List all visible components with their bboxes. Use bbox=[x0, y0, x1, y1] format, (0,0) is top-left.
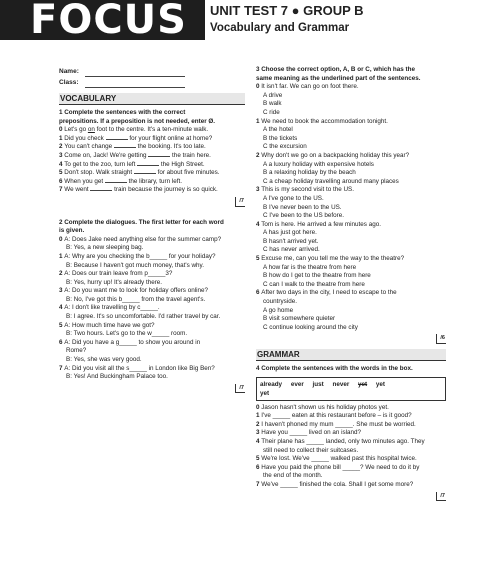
item-number: 0 bbox=[59, 126, 65, 134]
exercise-3-line bbox=[256, 246, 446, 255]
item-number: 1 bbox=[59, 252, 65, 260]
item-number: 6 bbox=[256, 463, 262, 471]
item-text: Let's go bbox=[64, 126, 88, 134]
item-text: the library, turn left. bbox=[126, 177, 183, 185]
name-field[interactable] bbox=[59, 66, 245, 77]
exercise-4-line bbox=[256, 481, 446, 490]
exercise-3-line bbox=[256, 255, 446, 264]
item-text: C continue looking around the city bbox=[263, 323, 358, 331]
exercise-2-title bbox=[59, 219, 245, 236]
exercise-2-line bbox=[59, 279, 245, 288]
exercise-1-title-line: prepositions. If a preposition is not needed, enter Ø. bbox=[59, 117, 216, 125]
header-bar bbox=[0, 0, 205, 43]
exercise-2-line bbox=[59, 365, 245, 374]
answer-gap[interactable] bbox=[137, 161, 159, 166]
item-text: After two days in the city, I need to escape to the bbox=[261, 289, 397, 297]
exercise-4-items bbox=[256, 404, 446, 490]
exercise-3-line bbox=[256, 178, 446, 187]
answer-gap[interactable] bbox=[134, 169, 156, 174]
exercise-3-line bbox=[256, 307, 446, 316]
exercise-3-line bbox=[256, 238, 446, 247]
exercise-3-line bbox=[256, 143, 446, 152]
unit-title: UNIT TEST 7 ● GROUP B bbox=[210, 3, 364, 18]
exercise-3-line bbox=[256, 135, 446, 144]
exercise-4-line bbox=[256, 455, 446, 464]
exercise-3-line bbox=[256, 186, 446, 195]
exercise-1-score bbox=[59, 197, 245, 207]
item-number: 4 bbox=[59, 160, 65, 168]
item-text: for about five minutes. bbox=[155, 169, 220, 177]
exercise-2-title-line: 2 Complete the dialogues. The first letter for each word bbox=[59, 218, 224, 226]
item-number: 1 bbox=[256, 117, 262, 125]
exercise-1-title-line: 1 Complete the sentences with the correct bbox=[59, 109, 186, 116]
exercise-3-title bbox=[256, 66, 446, 83]
exercise-3-line bbox=[256, 272, 446, 281]
exercise-3-line bbox=[256, 169, 446, 178]
item-number: 4 bbox=[256, 220, 262, 228]
item-text: To get to the zoo, turn left bbox=[64, 160, 138, 168]
item-number: 2 bbox=[59, 270, 65, 278]
exercise-3-items bbox=[256, 83, 446, 332]
item-text: I haven't phoned my mum _____. She must be worried. bbox=[261, 420, 416, 428]
word-box-item: yet bbox=[260, 389, 270, 397]
exercise-1-item bbox=[59, 126, 245, 135]
exercise-1-item bbox=[59, 143, 245, 152]
exercise-3-line bbox=[256, 92, 446, 101]
example-answer: on bbox=[87, 126, 95, 134]
exercise-3-line bbox=[256, 229, 446, 238]
item-text: A drive bbox=[263, 91, 283, 99]
item-number: 2 bbox=[256, 420, 262, 428]
exercise-1-item bbox=[59, 169, 245, 178]
item-text: You can't change bbox=[64, 143, 114, 151]
exercise-2-line bbox=[59, 287, 245, 296]
item-number: 7 bbox=[59, 186, 65, 194]
item-number: 2 bbox=[256, 151, 262, 159]
exercise-2-line bbox=[59, 322, 245, 331]
name-line[interactable] bbox=[85, 70, 185, 77]
item-text: A: I don't like travelling by c_____. bbox=[64, 304, 160, 312]
exercise-2-line bbox=[59, 253, 245, 262]
class-line[interactable] bbox=[85, 81, 185, 88]
item-text: A the hotel bbox=[263, 126, 293, 134]
item-text: countryside. bbox=[263, 298, 297, 306]
item-text: C the excursion bbox=[263, 143, 307, 151]
exercise-3-line bbox=[256, 126, 446, 135]
item-number: 1 bbox=[59, 134, 65, 142]
item-text: When you get bbox=[64, 177, 105, 185]
item-text: A: Does our train leave from p_____3? bbox=[64, 270, 173, 278]
score-box: /6 bbox=[436, 334, 446, 344]
item-text: B walk bbox=[263, 100, 282, 108]
item-number: 0 bbox=[256, 83, 262, 91]
item-text: We're lost. We've _____ walked past this hospital twice. bbox=[261, 455, 417, 463]
item-number: 6 bbox=[256, 289, 262, 297]
item-text: C ride bbox=[263, 108, 280, 116]
word-box-item: already bbox=[260, 380, 283, 388]
item-text: B a relaxing holiday by the beach bbox=[263, 169, 356, 177]
item-text: We've _____ finished the cola. Shall I get some more? bbox=[261, 480, 414, 488]
answer-gap[interactable] bbox=[148, 152, 170, 157]
item-text: A: How much time have we got? bbox=[64, 321, 155, 329]
score-box: /7 bbox=[436, 492, 446, 502]
answer-gap[interactable] bbox=[106, 135, 128, 140]
item-text: A a luxury holiday with expensive hotels bbox=[263, 160, 374, 168]
item-text: Don't stop. Walk straight bbox=[64, 169, 134, 177]
item-text: I've _____ eaten at this restaurant before – is it good? bbox=[261, 412, 412, 420]
exercise-2-title-line: is given. bbox=[59, 227, 85, 235]
word-box-item: ever bbox=[290, 380, 304, 388]
item-text: A: Why are you checking the b_____ for your holiday? bbox=[64, 252, 216, 260]
exercise-3-line bbox=[256, 118, 446, 127]
item-text: Their plane has _____ landed, only two minutes ago. They bbox=[261, 437, 425, 445]
exercise-4-line bbox=[256, 421, 446, 430]
item-text: C has never arrived. bbox=[263, 246, 320, 254]
exercise-4-score bbox=[256, 492, 446, 502]
exercise-3-score bbox=[256, 334, 446, 344]
item-text: Rome? bbox=[66, 347, 87, 355]
exercise-3-line bbox=[256, 212, 446, 221]
exercise-1-item bbox=[59, 152, 245, 161]
item-text: B the tickets bbox=[263, 134, 298, 142]
exercise-4-line bbox=[256, 438, 446, 447]
item-text: the train here. bbox=[170, 151, 211, 159]
exercise-3-line bbox=[256, 324, 446, 333]
word-box-item: just bbox=[312, 380, 324, 388]
item-number: 5 bbox=[256, 455, 262, 463]
item-text: B how do I get to the theatre from here bbox=[263, 272, 371, 280]
item-text: Tom is here. He arrived a few minutes ago. bbox=[261, 220, 381, 228]
item-number: 5 bbox=[59, 169, 65, 177]
item-text: A: Do you want me to look for holiday offers online? bbox=[64, 287, 209, 295]
item-text: for your flight online at home? bbox=[127, 134, 213, 142]
exercise-3-line bbox=[256, 161, 446, 170]
item-text: Why don't we go on a backpacking holiday this year? bbox=[261, 151, 410, 159]
exercise-4-line bbox=[256, 472, 446, 481]
answer-gap[interactable] bbox=[105, 178, 127, 183]
item-number: 4 bbox=[59, 304, 65, 312]
item-text: the end of the month. bbox=[263, 472, 323, 480]
item-text: foot to the centre. It's a ten-minute walk. bbox=[94, 126, 209, 134]
item-number: 0 bbox=[59, 235, 65, 243]
item-text: still need to collect their suitcases. bbox=[263, 446, 359, 454]
exercise-1-title bbox=[59, 109, 245, 126]
item-text: We went bbox=[64, 186, 91, 194]
right-column bbox=[256, 66, 446, 501]
exercise-2-line bbox=[59, 304, 245, 313]
answer-gap[interactable] bbox=[90, 186, 112, 191]
item-text: A I've gone to the US. bbox=[263, 194, 324, 202]
item-number: 7 bbox=[59, 364, 65, 372]
exercise-4-title: 4 Complete the sentences with the words in the box. bbox=[256, 365, 413, 372]
item-text: Did you check bbox=[64, 134, 106, 142]
exercise-3-line bbox=[256, 109, 446, 118]
item-text: Excuse me, can you tell me the way to the theatre? bbox=[261, 255, 405, 263]
item-text: the High Street. bbox=[159, 160, 205, 168]
item-number: 7 bbox=[256, 480, 262, 488]
item-text: C a cheap holiday travelling around many places bbox=[263, 177, 399, 185]
exercise-3-line bbox=[256, 264, 446, 273]
answer-gap[interactable] bbox=[114, 143, 136, 148]
item-number: 2 bbox=[59, 143, 65, 151]
exercise-1-item bbox=[59, 161, 245, 170]
unit-subtitle: Vocabulary and Grammar bbox=[210, 22, 350, 34]
item-number: 3 bbox=[256, 429, 262, 437]
exercise-3-line bbox=[256, 100, 446, 109]
item-number: 4 bbox=[256, 437, 262, 445]
word-box-item: never bbox=[332, 380, 350, 388]
item-number: 1 bbox=[256, 412, 262, 420]
grammar-heading: GRAMMAR bbox=[256, 349, 446, 361]
item-text: It isn't far. We can go on foot there. bbox=[261, 83, 359, 91]
item-number: 5 bbox=[59, 321, 65, 329]
item-text: the booking. It's too late. bbox=[135, 143, 206, 151]
exercise-3-line bbox=[256, 221, 446, 230]
exercise-3-line bbox=[256, 204, 446, 213]
item-text: A: Does Jake need anything else for the summer camp? bbox=[64, 235, 222, 243]
item-text: A has just got here. bbox=[263, 229, 317, 237]
exercise-2-line bbox=[59, 356, 245, 365]
item-text: This is my second visit to the US. bbox=[261, 186, 355, 194]
exercise-4-line bbox=[256, 429, 446, 438]
exercise-2-score bbox=[59, 384, 245, 394]
item-text: B hasn't arrived yet. bbox=[263, 237, 319, 245]
exercise-2-line bbox=[59, 244, 245, 253]
item-number: 3 bbox=[256, 186, 262, 194]
exercise-3-line bbox=[256, 83, 446, 92]
exercise-3-line bbox=[256, 315, 446, 324]
item-text: B visit somewhere quieter bbox=[263, 315, 336, 323]
word-box-item: yet bbox=[358, 380, 368, 388]
item-text: Come on, Jack! We're getting bbox=[64, 151, 149, 159]
exercise-1-item bbox=[59, 135, 245, 144]
exercise-4-line bbox=[256, 447, 446, 456]
item-text: B: Because I haven't got much money, that's why. bbox=[66, 261, 204, 269]
exercise-2-line bbox=[59, 262, 245, 271]
item-text: A go home bbox=[263, 306, 294, 314]
item-text: C I've been to the US before. bbox=[263, 212, 345, 220]
item-text: A: Did you have a g_____ to show you around in bbox=[64, 338, 201, 346]
item-text: B: Yes, hurry up! It's already there. bbox=[66, 278, 163, 286]
exercise-3-line bbox=[256, 195, 446, 204]
exercise-3-title-line: same meaning as the underlined part of the sentences. bbox=[256, 74, 421, 82]
item-text: C can I walk to the theatre from here bbox=[263, 280, 365, 288]
item-text: B: Yes! And Buckingham Palace too. bbox=[66, 373, 168, 381]
item-number: 3 bbox=[59, 287, 65, 295]
word-box-item: yet bbox=[375, 380, 386, 388]
item-text: B: No, I've got this b_____ from the travel agent's. bbox=[66, 295, 206, 303]
word-box bbox=[256, 377, 446, 401]
item-text: We need to book the accommodation tonight. bbox=[261, 117, 388, 125]
item-number: 6 bbox=[59, 177, 65, 185]
item-text: B: Yes, a new sleeping bag. bbox=[66, 244, 144, 252]
item-text: B: Two hours. Let's go to the w_____ room. bbox=[66, 330, 188, 338]
item-text: Have you paid the phone bill _____? We need to do it by bbox=[261, 463, 420, 471]
exercise-2-line bbox=[59, 373, 245, 382]
exercise-3-title-line: 3 Choose the correct option, A, B or C, which has the bbox=[256, 66, 415, 73]
exercise-1-item bbox=[59, 178, 245, 187]
item-text: B: I agree. It's so uncomfortable. I'd rather travel by car. bbox=[66, 313, 221, 321]
vocabulary-heading: VOCABULARY bbox=[59, 93, 245, 105]
exercise-2-line bbox=[59, 347, 245, 356]
item-text: A how far is the theatre from here bbox=[263, 263, 357, 271]
exercise-3-line bbox=[256, 289, 446, 298]
exercise-3-line bbox=[256, 281, 446, 290]
focus-logo: FOCUS bbox=[30, 0, 187, 43]
exercise-2-line bbox=[59, 270, 245, 279]
exercise-2-line bbox=[59, 296, 245, 305]
left-column bbox=[59, 66, 245, 393]
page-header bbox=[0, 0, 500, 58]
exercise-4-line bbox=[256, 404, 446, 413]
item-text: A: Did you visit all the s_____ in London like Big Ben? bbox=[64, 364, 215, 372]
class-label: Class: bbox=[59, 79, 79, 87]
item-number: 0 bbox=[256, 403, 262, 411]
exercise-2-line bbox=[59, 313, 245, 322]
item-text: B: Yes, she was very good. bbox=[66, 356, 142, 364]
item-number: 3 bbox=[59, 151, 65, 159]
exercise-4-line bbox=[256, 412, 446, 421]
item-number: 6 bbox=[59, 338, 65, 346]
exercise-2-line bbox=[59, 330, 245, 339]
item-text: B I've never been to the US. bbox=[263, 203, 342, 211]
name-label: Name: bbox=[59, 68, 79, 76]
exercise-2-items bbox=[59, 236, 245, 382]
item-text: Have you _____ lived on an island? bbox=[261, 429, 362, 437]
item-text: Jason hasn't shown us his holiday photos yet. bbox=[261, 403, 389, 411]
class-field[interactable] bbox=[59, 77, 245, 88]
score-box: /7 bbox=[235, 197, 245, 207]
score-box: /7 bbox=[235, 384, 245, 394]
item-number: 5 bbox=[256, 255, 262, 263]
exercise-1-item bbox=[59, 186, 245, 195]
item-text: train because the journey is so quick. bbox=[112, 186, 218, 194]
exercise-3-line bbox=[256, 298, 446, 307]
exercise-3-line bbox=[256, 152, 446, 161]
exercise-2-line bbox=[59, 236, 245, 245]
exercise-2-line bbox=[59, 339, 245, 348]
exercise-4-line bbox=[256, 464, 446, 473]
exercise-1-items bbox=[59, 126, 245, 195]
